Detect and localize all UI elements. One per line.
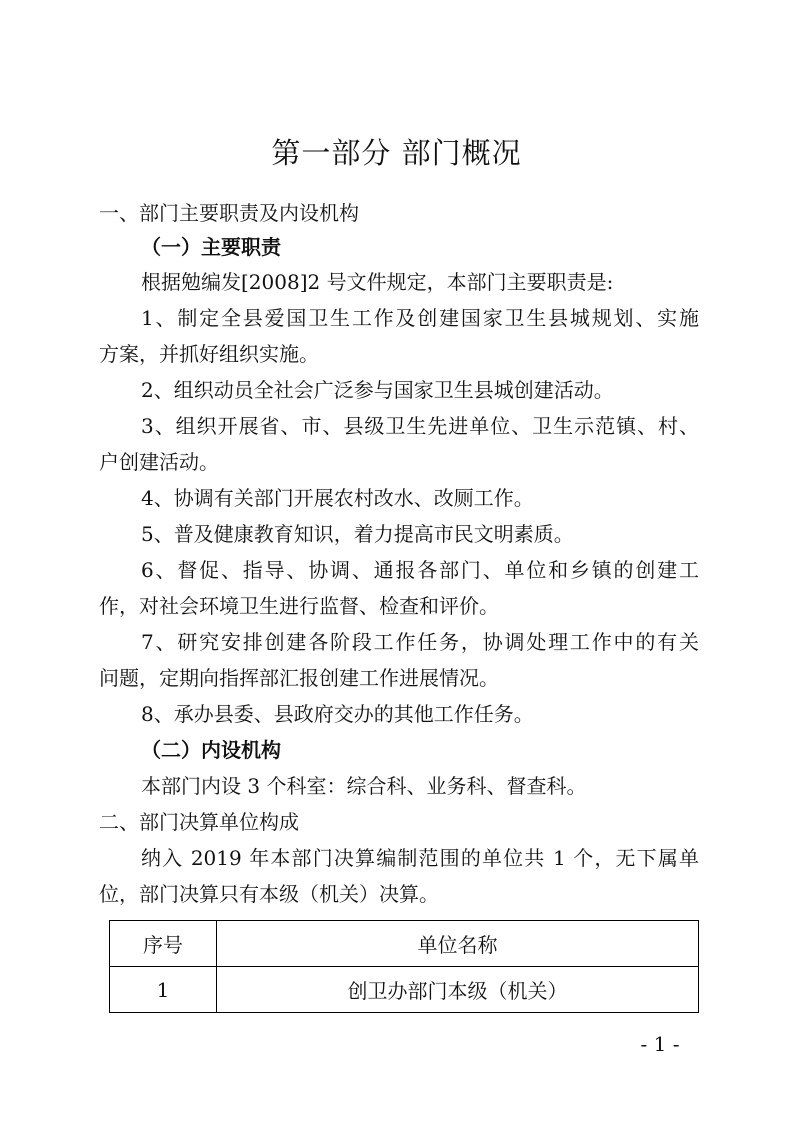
duty-8: 8、承办县委、县政府交办的其他工作任务。 (141, 702, 534, 726)
table-cell: 创卫办部门本级（机关） (217, 967, 699, 1013)
duty-2: 2、组织动员全社会广泛参与国家卫生县城创建活动。 (141, 378, 614, 402)
duty-7-line2: 问题，定期向指挥部汇报创建工作进展情况。 (99, 666, 499, 690)
duty-5: 5、普及健康教育知识，着力提高市民文明素质。 (141, 522, 574, 546)
table-cell: 1 (110, 967, 217, 1013)
units-text-line1: 纳入 2019 年本部门决算编制范围的单位共 1 个，无下属单 (141, 846, 699, 870)
duties-intro: 根据勉编发[2008]2 号文件规定，本部门主要职责是: (141, 270, 614, 294)
sub2-heading: （二）内设机构 (141, 738, 281, 762)
duty-1-line1: 1、制定全县爱国卫生工作及创建国家卫生县城规划、实施 (141, 306, 699, 330)
sub1-heading: （一）主要职责 (141, 235, 281, 259)
duty-3-line1: 3、组织开展省、市、县级卫生先进单位、卫生示范镇、村、 (141, 414, 699, 438)
duty-7-line1: 7、研究安排创建各阶段工作任务，协调处理工作中的有关 (141, 630, 699, 654)
duty-3-line2: 户创建活动。 (99, 450, 219, 474)
duty-4: 4、协调有关部门开展农村改水、改厕工作。 (141, 486, 534, 510)
duty-6-line1: 6、督促、指导、协调、通报各部门、单位和乡镇的创建工 (141, 558, 699, 582)
units-text-line2: 位，部门决算只有本级（机关）决算。 (99, 882, 439, 906)
section2-heading: 二、部门决算单位构成 (99, 810, 299, 834)
table-header-cell: 序号 (110, 921, 217, 967)
section1-heading: 一、部门主要职责及内设机构 (99, 201, 359, 225)
page-title: 第一部分 部门概况 (271, 136, 522, 170)
page-number: - 1 - (640, 1032, 680, 1056)
table-header-cell: 单位名称 (217, 921, 699, 967)
internal-structure: 本部门内设 3 个科室：综合科、业务科、督查科。 (141, 774, 587, 798)
duty-1-line2: 方案，并抓好组织实施。 (99, 342, 319, 366)
table-header-row (110, 921, 699, 967)
units-table (109, 920, 699, 1013)
table-row (110, 967, 699, 1013)
duty-6-line2: 作，对社会环境卫生进行监督、检查和评价。 (99, 594, 499, 618)
